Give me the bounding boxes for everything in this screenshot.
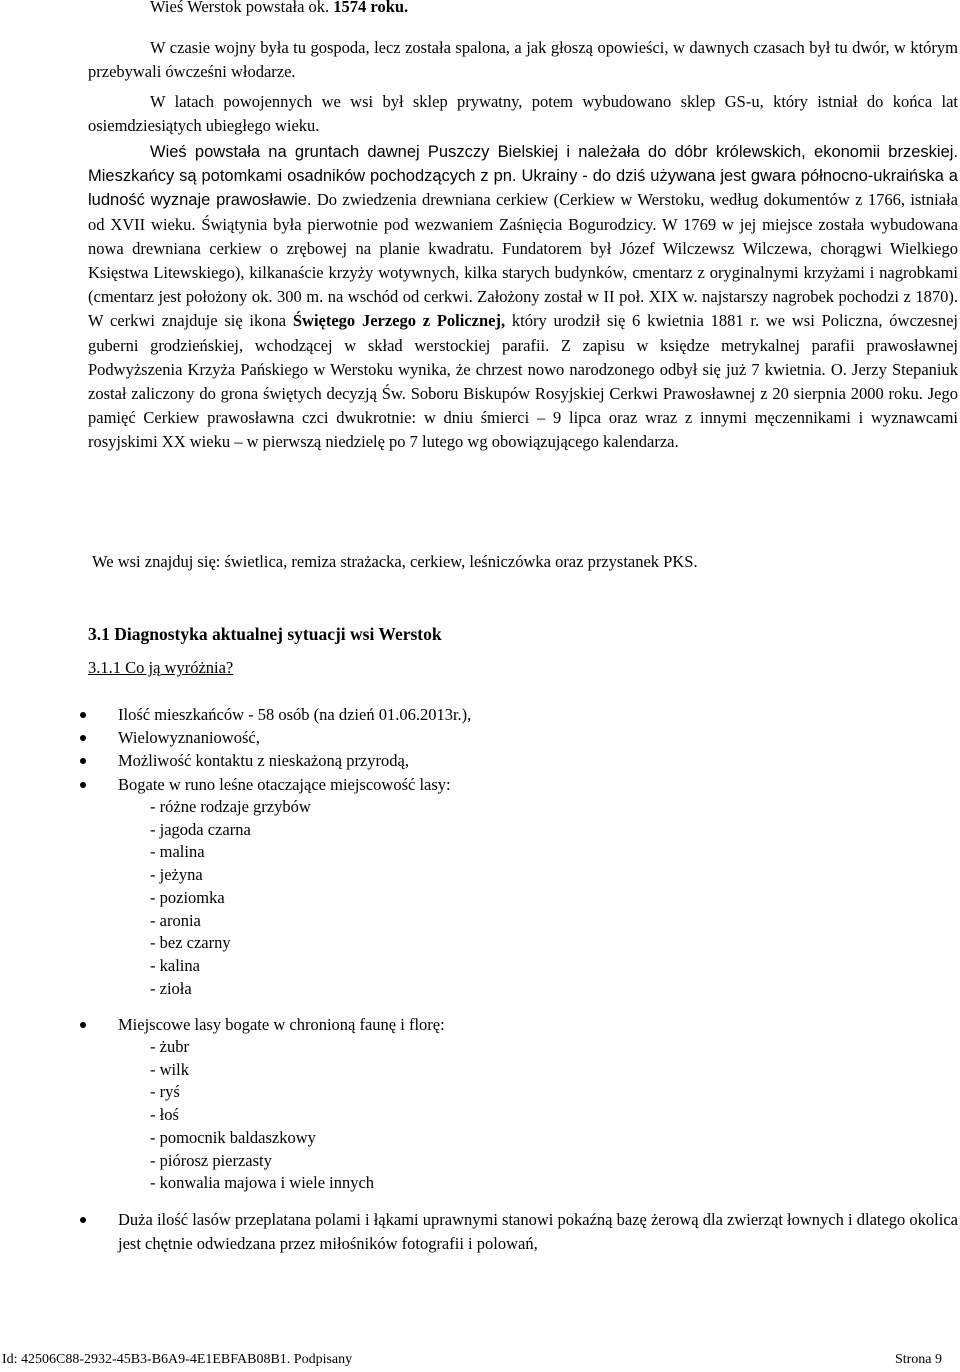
bullet-icon	[80, 1022, 86, 1028]
saint-description-text: który urodził się 6 kwietnia 1881 r. we wsi Policzna, ówczesnej guberni grodzieńskiej, wchodzącej w skład werstockiej parafii. Z zapisu w księdze metrykalnej parafii prawosławnej Podwyższenia Krzyża Pańskiego w Werstoku wynika, że chrzest nowo narodzonego odbył się już 7 kwietnia. O. Jerzy Stepaniuk został zaliczony do grona świętych decyzją Św. Soboru Biskupów Rosyjskiej Cerkwi Prawosławnej z 20 sierpnia 2000 roku. Jego pamięć Cerkiew prawosławna czci dwukrotnie: w dniu śmierci – 9 lipca oraz wraz z innymi męczennikami i wyznawcami rosyjskimi XX wieku – w pierwszą niedzielę po 7 lutego wg obowiązującego kalendarza.	[88, 311, 958, 452]
bullet-icon	[80, 758, 86, 764]
list-item: - konwalia majowa i wiele innych	[150, 1173, 375, 1193]
facilities-line: We wsi znajduj się: świetlica, remiza strażacka, cerkiew, leśniczówka oraz przystanek PKS.	[92, 552, 698, 571]
list-item: - malina	[150, 842, 205, 862]
section-heading: 3.1 Diagnostyka aktualnej sytuacji wsi Werstok	[88, 624, 442, 644]
bullet-icon	[80, 782, 86, 788]
founding-text: Wieś Werstok powstała ok.	[150, 0, 334, 16]
list-item: - jeżyna	[150, 865, 203, 885]
saint-name: Świętego Jerzego z Policznej,	[292, 311, 506, 331]
paragraph-village-history	[88, 140, 958, 455]
list-item: - piórosz pierzasty	[150, 1150, 272, 1170]
bullet-icon	[80, 735, 86, 741]
list-item: - kalina	[150, 955, 200, 975]
list-item: - wilk	[150, 1059, 189, 1079]
bullet-icon	[80, 712, 86, 718]
paragraph-war-history: W czasie wojny była tu gospoda, lecz została spalona, a jak głoszą opowieści, w dawnych czasach był tu dwór, w którym przebywali ówcześni włodarze.	[88, 38, 958, 81]
bullet-text: Miejscowe lasy bogate w chronioną faunę i florę:	[118, 1015, 445, 1034]
founding-year: 1574 roku.	[333, 0, 409, 16]
list-item: - bez czarny	[150, 933, 231, 953]
list-item: - żubr	[150, 1037, 189, 1056]
footer-page-number: Strona 9	[894, 1352, 942, 1367]
bullet-text: Ilość mieszkańców - 58 osób (na dzień 01.06.2013r.),	[118, 705, 472, 724]
bullet-icon	[80, 1217, 86, 1223]
list-item: - pomocnik baldaszkowy	[150, 1127, 316, 1147]
fauna-flora-list	[150, 1036, 374, 1195]
founding-line	[150, 0, 408, 18]
paragraph-postwar-shops: W latach powojennych we wsi był sklep prywatny, potem wybudowano sklep GS-u, który istniał do końca lat osiemdziesiątych ubiegłego wieku.	[88, 92, 958, 135]
list-item: - łoś	[150, 1105, 179, 1125]
bullet-text: Duża ilość lasów przeplatana polami i łąkami uprawnymi stanowi pokaźną bazę żerową dla zwierząt łownych i dlatego okolica jest chętnie odwiedzana przez miłośników fotografii i polowań,	[118, 1210, 958, 1253]
church-description-text: Do zwiedzenia drewniana cerkiew (Cerkiew w Werstoku, według dokumentów z 1766, istniała od XVII wieku. Świątynia była pierwotnie pod wezwaniem Zaśnięcia Bogurodzicy. W 1769 w jej miejsce została wybudowana nowa drewniana cerkiew o zrębowej na planie kwadratu. Fundatorem był Józef Wilczewsz Wilczewa, chorągwi Wielkiego Księstwa Litewskiego), kilkanaście krzyży wotywnych, kilka starych budynków, cmentarz z oryginalnymi krzyżami i nagrobkami (cmentarz jest położony ok. 300 m. na wschód od cerkwi. Założony został w II poł. XIX w. najstarszy nagrobek pochodzi z 1870). W cerkwi znajduje się ikona	[88, 190, 959, 331]
list-item: - ryś	[150, 1082, 180, 1102]
footer-document-id: Id: 42506C88-2932-45B3-B6A9-4E1EBFAB08B1. Podpisany	[2, 1352, 353, 1367]
list-item: - różne rodzaje grzybów	[150, 797, 311, 816]
bullet-text: Wielowyznaniowość,	[118, 728, 260, 747]
section-subheading: 3.1.1 Co ją wyróżnia?	[88, 658, 234, 677]
list-item: - poziomka	[150, 887, 225, 907]
list-item: - jagoda czarna	[150, 819, 251, 839]
forest-products-list	[150, 796, 311, 1000]
bullet-text: Bogate w runo leśne otaczające miejscowość lasy:	[118, 775, 451, 794]
list-item: - aronia	[150, 910, 201, 930]
list-item: - zioła	[150, 978, 192, 998]
bullet-text: Możliwość kontaktu z nieskażoną przyrodą,	[118, 751, 409, 770]
village-origin-text: Wieś powstała na gruntach dawnej Puszczy Bielskiej i należała do dóbr królewskich, ekonomii brzeskiej. Mieszkańcy są potomkami osadników pochodzących z pn. Ukrainy - do dziś używana jest gwara północno-ukraińska a ludność wyznaje prawosławie.	[88, 143, 958, 210]
